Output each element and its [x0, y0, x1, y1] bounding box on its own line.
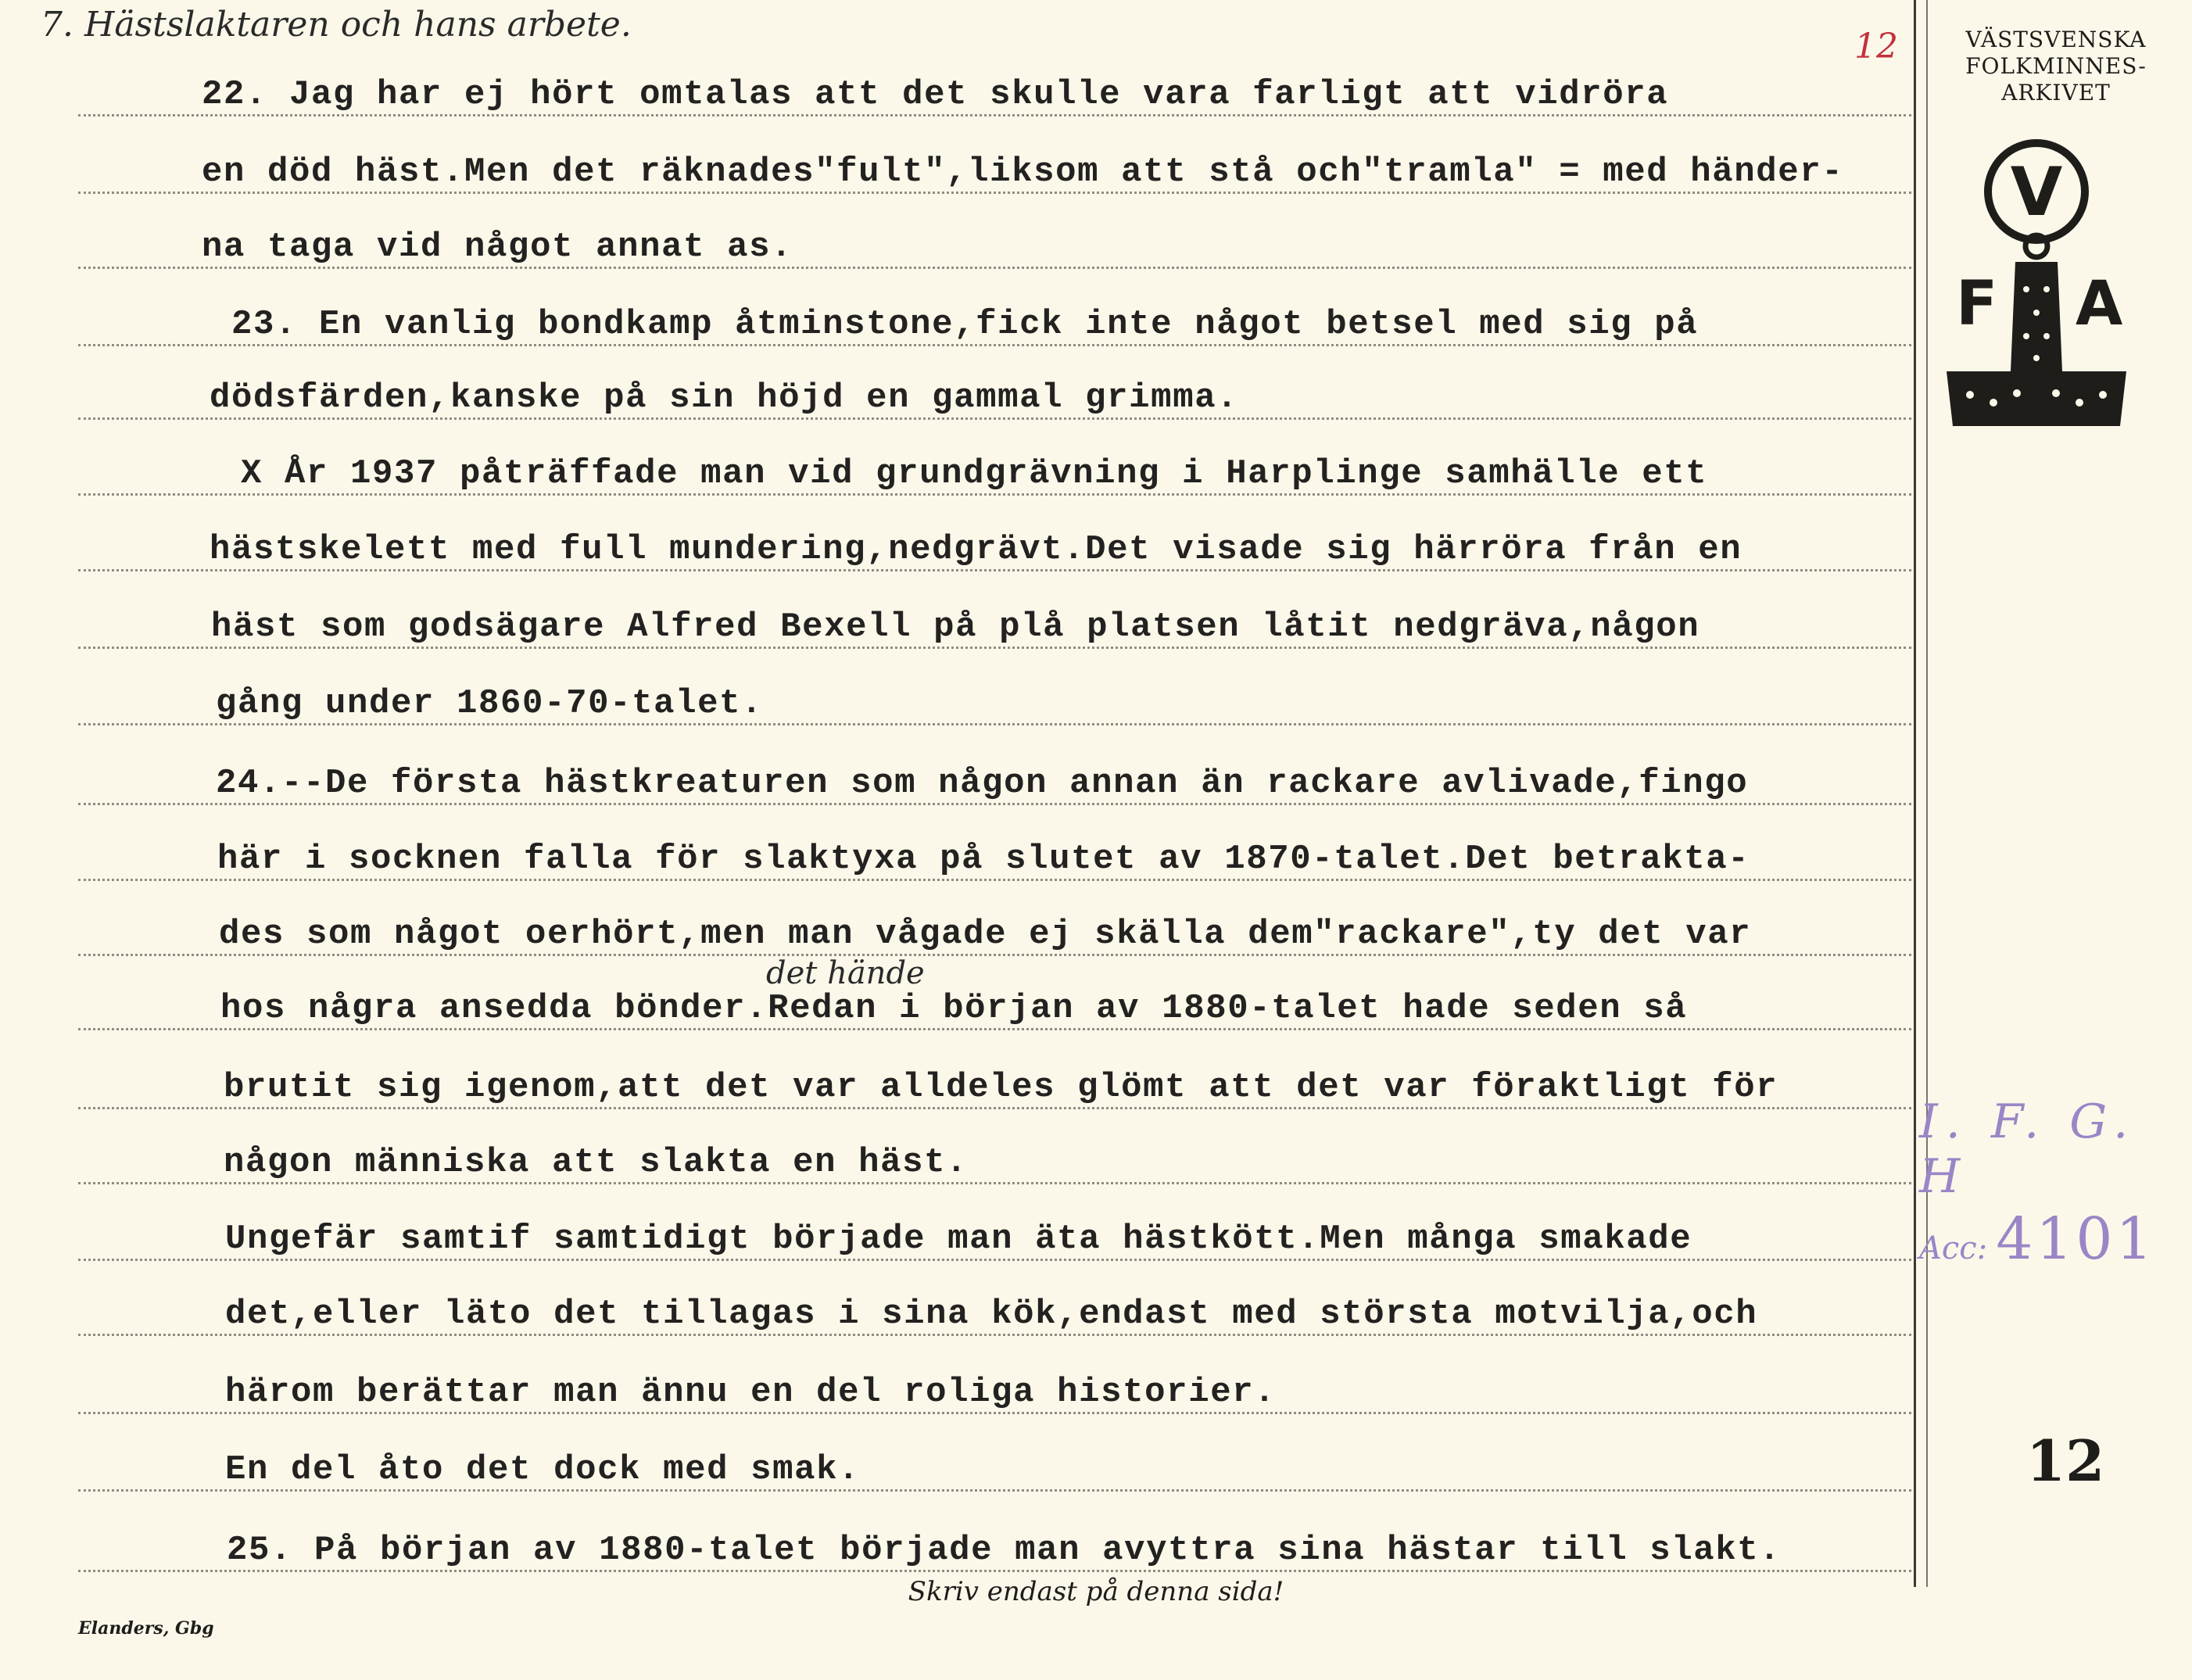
- typed-line: na taga vid något annat as.: [202, 227, 793, 267]
- logo-letter-a: A: [2076, 269, 2123, 339]
- ruled-line: [78, 1107, 1911, 1109]
- stamp-institution: I. F. G. H: [1919, 1094, 2136, 1204]
- ruled-line: [78, 1028, 1911, 1030]
- typed-line: hästskelett med full mundering,nedgrävt.Det visade sig härröra från en: [210, 530, 1742, 569]
- typed-line: dödsfärden,kanske på sin höjd en gammal grimma.: [210, 378, 1239, 417]
- logo-letter-f: F: [1956, 269, 1998, 339]
- ruled-line: [78, 1412, 1911, 1414]
- ruled-line: [78, 1259, 1911, 1261]
- printer-mark: Elanders, Gbg: [78, 1618, 214, 1639]
- typed-line: brutit sig igenom,att det var alldeles glömt att det var föraktligt för: [224, 1068, 1778, 1107]
- logo-letter-v: V: [2010, 153, 2063, 231]
- vfa-logo-icon: [1939, 137, 2134, 450]
- typed-line: härom berättar man ännu en del roliga historier.: [225, 1373, 1277, 1412]
- typed-line: En del åto det dock med smak.: [225, 1450, 861, 1489]
- typed-line: des som något oerhört,men man vågade ej skälla dem"rackare",ty det var: [219, 915, 1752, 954]
- ruled-line: [78, 803, 1911, 805]
- ruled-line: [78, 417, 1911, 420]
- accession-stamp: [1919, 1094, 2177, 1273]
- ruled-line: [78, 267, 1911, 269]
- ruled-line: [78, 723, 1911, 725]
- ruled-line: [78, 192, 1911, 194]
- archive-name: [1931, 27, 2181, 106]
- stamp-acc-number: 4101: [1996, 1205, 2156, 1273]
- typed-line: här i socknen falla för slaktyxa på slutet av 1870-talet.Det betrakta-: [217, 840, 1750, 879]
- ruled-line: [78, 1489, 1911, 1492]
- typed-line: X År 1937 påträffade man vid grundgrävning i Harplinge samhälle ett: [241, 454, 1708, 493]
- ruled-line: [78, 1334, 1911, 1336]
- typed-line: det,eller läto det tillagas i sina kök,endast med största motvilja,och: [225, 1295, 1758, 1334]
- typed-line: 25. På början av 1880-talet började man avyttra sina hästar till slakt.: [227, 1531, 1782, 1570]
- handwritten-title: 7. Hästslaktaren och hans arbete.: [41, 5, 632, 45]
- typed-line: en död häst.Men det räknades"fult",liksom att stå och"tramla" = med händer-: [202, 152, 1844, 192]
- ruled-line: [78, 344, 1911, 346]
- margin-line: [1926, 0, 1928, 1587]
- typed-line: 24.--De första hästkreaturen som någon annan än rackare avlivade,fingo: [216, 764, 1749, 803]
- margin-line: [1914, 0, 1916, 1587]
- archive-name-line: VÄSTSVENSKA: [1965, 27, 2147, 52]
- ruled-line: [78, 879, 1911, 881]
- handwritten-insertion: det hände: [766, 955, 925, 991]
- ruled-line: [78, 114, 1911, 116]
- red-page-mark: 12: [1854, 27, 1898, 66]
- archive-name-line: ARKIVET: [2001, 80, 2111, 106]
- page-number: 12: [2026, 1427, 2105, 1494]
- typed-line: gång under 1860-70-talet.: [216, 684, 764, 723]
- typed-line: Ungefär samtif samtidigt började man äta hästkött.Men många smakade: [225, 1220, 1692, 1259]
- ruled-line: [78, 569, 1911, 571]
- archive-name-line: FOLKMINNES-: [1965, 53, 2147, 79]
- typed-line: 22. Jag har ej hört omtalas att det skulle vara farligt att vidröra: [202, 75, 1669, 114]
- ruled-line: [78, 1182, 1911, 1184]
- typed-line: häst som godsägare Alfred Bexell på plå platsen låtit nedgräva,någon: [211, 607, 1700, 647]
- ruled-line: [78, 1570, 1911, 1572]
- typed-line: någon människa att slakta en häst.: [224, 1143, 969, 1182]
- ruled-line: [78, 493, 1911, 496]
- ruled-line: [78, 647, 1911, 649]
- ruled-line: [78, 954, 1911, 956]
- footer-instruction: Skriv endast på denna sida!: [908, 1576, 1284, 1607]
- typed-line: 23. En vanlig bondkamp åtminstone,fick inte något betsel med sig på: [231, 305, 1699, 344]
- typed-line: hos några ansedda bönder.Redan i början av 1880-talet hade seden så: [220, 989, 1688, 1028]
- stamp-acc-label: Acc:: [1919, 1230, 1988, 1266]
